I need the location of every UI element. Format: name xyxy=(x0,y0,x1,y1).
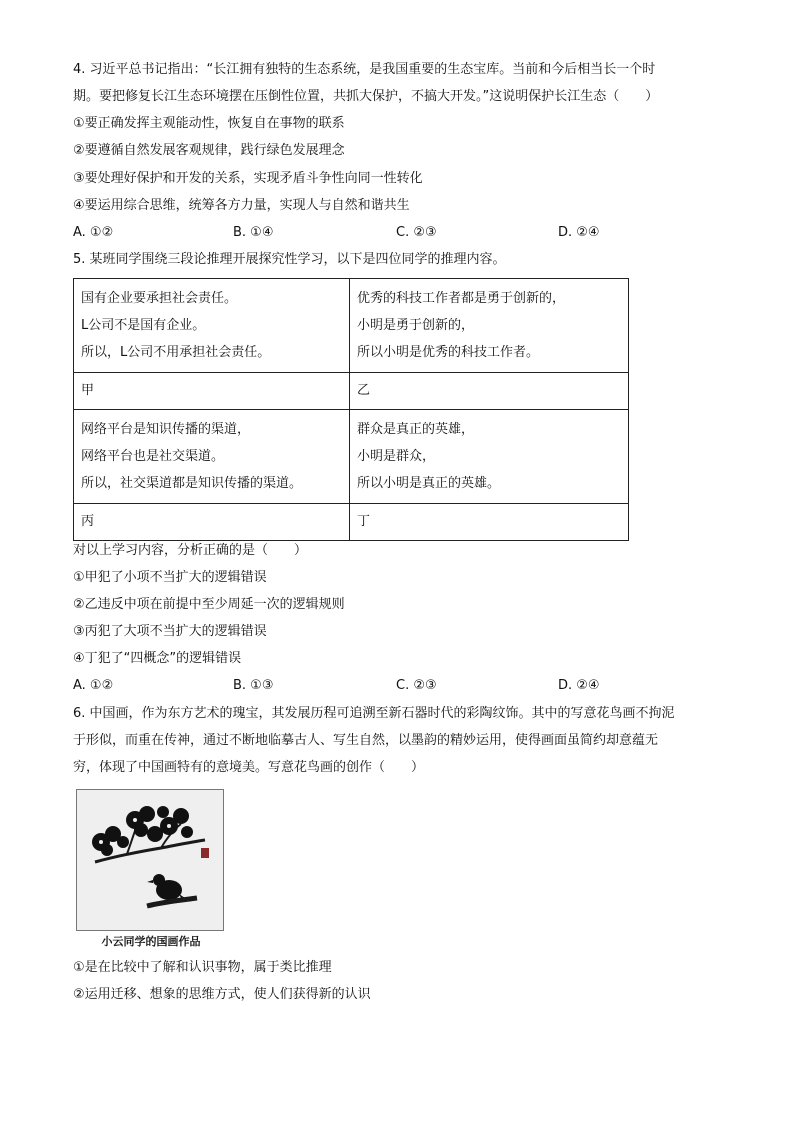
table-row xyxy=(74,410,629,504)
q4-option-d[interactable]: D. ②④ xyxy=(558,225,600,240)
q5-option-a[interactable]: A. ①② xyxy=(73,678,114,693)
q5-question: 对以上学习内容，分析正确的是（ ） xyxy=(73,543,308,558)
ding-premise-1: 群众是真正的英雄， xyxy=(357,422,475,437)
q4-options xyxy=(73,224,633,242)
q4-option-a[interactable]: A. ①② xyxy=(73,225,114,240)
cell-bing xyxy=(74,410,350,504)
q4-statement-4: ④要运用综合思维，统筹各方力量，实现人与自然和谐共生 xyxy=(73,198,410,213)
label-ding: 丁 xyxy=(350,504,629,541)
q6-statement-1: ①是在比较中了解和认识事物，属于类比推理 xyxy=(73,960,332,975)
table-row xyxy=(74,373,629,410)
q5-statement-3: ③丙犯了大项不当扩大的逻辑错误 xyxy=(73,624,267,639)
cell-ding xyxy=(350,410,629,504)
label-yi: 乙 xyxy=(350,373,629,410)
jia-premise-2: L公司不是国有企业。 xyxy=(81,318,206,333)
q4-option-c[interactable]: C. ②③ xyxy=(396,225,437,240)
cell-jia xyxy=(74,279,350,373)
bird-flower-painting-icon xyxy=(77,790,223,930)
reasoning-table xyxy=(73,278,629,541)
q5-statement-2: ②乙违反中项在前提中至少周延一次的逻辑规则 xyxy=(73,597,345,612)
q6-stem-line2: 于形似，而重在传神，通过不断地临摹古人、写生自然，以墨韵的精妙运用，使得画面虽简约却意蕴无 xyxy=(73,733,659,748)
bing-premise-1: 网络平台是知识传播的渠道， xyxy=(81,422,251,437)
q6-stem-line1: 6. 中国画，作为东方艺术的瑰宝，其发展历程可追溯至新石器时代的彩陶纹饰。其中的写意花鸟画不拘泥 xyxy=(73,706,675,721)
yi-conclusion: 所以小明是优秀的科技工作者。 xyxy=(357,345,540,360)
table-row xyxy=(74,504,629,541)
q4-statement-1: ①要正确发挥主观能动性，恢复自在事物的联系 xyxy=(73,116,345,131)
cell-yi xyxy=(350,279,629,373)
q4-option-b[interactable]: B. ①④ xyxy=(233,225,274,240)
table-row xyxy=(74,279,629,373)
q5-option-d[interactable]: D. ②④ xyxy=(558,678,600,693)
q5-option-b[interactable]: B. ①③ xyxy=(233,678,274,693)
q5-option-c[interactable]: C. ②③ xyxy=(396,678,437,693)
q5-statement-1: ①甲犯了小项不当扩大的逻辑错误 xyxy=(73,570,267,585)
painting-caption: 小云同学的国画作品 xyxy=(101,935,201,948)
ink-painting-image xyxy=(76,789,224,931)
q4-statement-2: ②要遵循自然发展客观规律，践行绿色发展理念 xyxy=(73,143,345,158)
bing-conclusion: 所以，社交渠道都是知识传播的渠道。 xyxy=(81,476,303,491)
jia-premise-1: 国有企业要承担社会责任。 xyxy=(81,291,238,306)
label-jia: 甲 xyxy=(74,373,350,410)
q5-statement-4: ④丁犯了“四概念”的逻辑错误 xyxy=(73,651,242,666)
q4-stem-line2: 期。要把修复长江生态环境摆在压倒性位置，共抓大保护，不搞大开发。”这说明保护长江生态（ ） xyxy=(73,89,659,104)
ding-premise-2: 小明是群众， xyxy=(357,449,436,464)
q4-stem-line1: 4. 习近平总书记指出：“长江拥有独特的生态系统，是我国重要的生态宝库。当前和今后相当长一个时 xyxy=(73,62,656,77)
bing-premise-2: 网络平台也是社交渠道。 xyxy=(81,449,225,464)
label-bing: 丙 xyxy=(74,504,350,541)
yi-premise-1: 优秀的科技工作者都是勇于创新的， xyxy=(357,291,566,306)
yi-premise-2: 小明是勇于创新的， xyxy=(357,318,475,333)
q5-options xyxy=(73,677,633,695)
jia-conclusion: 所以，L公司不用承担社会责任。 xyxy=(81,345,271,360)
ding-conclusion: 所以小明是真正的英雄。 xyxy=(357,476,501,491)
q6-stem-line3: 穷，体现了中国画特有的意境美。写意花鸟画的创作（ ） xyxy=(73,760,425,775)
q4-statement-3: ③要处理好保护和开发的关系，实现矛盾斗争性向同一性转化 xyxy=(73,171,423,186)
q5-stem: 5. 某班同学围绕三段论推理开展探究性学习，以下是四位同学的推理内容。 xyxy=(73,252,506,267)
q6-statement-2: ②运用迁移、想象的思维方式，使人们获得新的认识 xyxy=(73,987,371,1002)
